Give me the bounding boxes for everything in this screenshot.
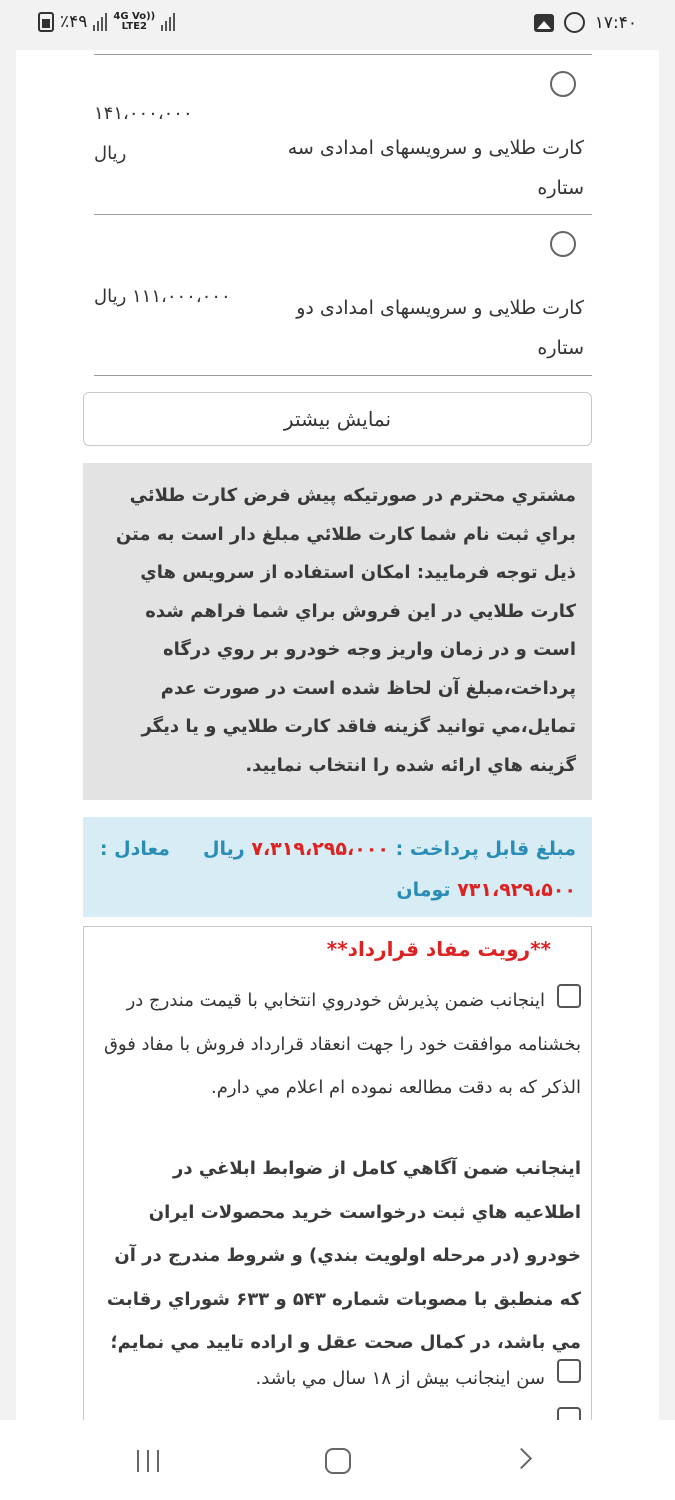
signal-icon bbox=[93, 13, 107, 31]
golden-card-notice: مشتري محترم در صورتيكه پيش فرض كارت طلائي براي ثبت نام شما كارت طلائي مبلغ دار است به متن ذيل توجه فرماييد: امكان استفاده از سرويس هاي كارت طلايي در اين فروش براي شما فراهم شده است و در زمان واريز وجه خودرو بر روي درگاه پرداخت،مبلغ آن لحاظ شده است در صورت عدم تمايل،مي توانيد گزينه فاقد كارت طلايي و يا ديگر گزينه هاي ارائه شده را انتخاب نماييد. bbox=[83, 463, 592, 800]
payment-equiv-label: معادل : bbox=[99, 838, 170, 860]
recents-icon[interactable] bbox=[137, 1450, 159, 1472]
next-term-checkbox[interactable] bbox=[557, 1407, 581, 1420]
battery-percent: ٪۴۹ bbox=[60, 12, 88, 32]
option-title: کارت طلایی و سرویسهای امدادی دو ستاره bbox=[296, 297, 584, 359]
golden-card-option-two-star[interactable] bbox=[94, 215, 592, 376]
network-top: 4G Vo)) bbox=[113, 11, 156, 22]
payment-amount: ۷،۳۱۹،۲۹۵،۰۰۰ bbox=[251, 838, 389, 860]
payment-toman-amount: ۷۳۱،۹۲۹،۵۰۰ bbox=[457, 879, 576, 901]
status-left bbox=[38, 12, 175, 32]
radio-three-star[interactable] bbox=[550, 71, 576, 97]
navigation-bar bbox=[0, 1420, 675, 1500]
network-bottom: LTE2 bbox=[121, 21, 147, 32]
age-checkbox[interactable] bbox=[557, 1359, 581, 1383]
payment-unit-toman: تومان bbox=[396, 879, 451, 901]
payment-unit-rial: ریال bbox=[203, 838, 245, 860]
back-icon[interactable] bbox=[511, 1448, 532, 1469]
option-price bbox=[94, 94, 193, 174]
battery-icon bbox=[38, 12, 54, 32]
radio-two-star[interactable] bbox=[550, 231, 576, 257]
clock: ۱۷:۴۰ bbox=[594, 12, 637, 33]
contract-terms-box bbox=[83, 926, 592, 1420]
home-icon[interactable] bbox=[325, 1448, 351, 1474]
gallery-icon bbox=[534, 14, 554, 32]
show-more-button[interactable]: نمایش بیشتر bbox=[83, 392, 592, 446]
accept-price-text: اينجانب ضمن پذيرش خودروي انتخابي با قيمت مندرج در بخشنامه موافقت خود را جهت انعقاد قرارداد فروش با مفاد فوق الذكر كه به دقت مطالعه نموده ام اعلام مي دارم. bbox=[103, 990, 581, 1098]
page-content bbox=[16, 50, 659, 1420]
golden-card-option-three-star[interactable] bbox=[94, 54, 592, 215]
option-price: ۱۱۱،۰۰۰،۰۰۰ ریال bbox=[94, 286, 231, 307]
price-unit: ریال bbox=[94, 143, 127, 164]
terms-declaration: اينجانب ضمن آگاهي كامل از ضوابط ابلاغي در اطلاعيه هاي ثبت درخواست خريد محصولات ايران خودرو (در مرحله اولويت بندي) و شروط مندرج در آن كه منطبق با مصوبات شماره ۵۴۳ و ۶۳۳ شوراي رقابت مي باشد، در كمال صحت عقل و اراده تاييد مي نمايم؛ bbox=[106, 1158, 581, 1353]
whatsapp-icon bbox=[564, 12, 585, 33]
status-right bbox=[534, 12, 637, 33]
signal-icon-2 bbox=[161, 13, 175, 31]
status-bar bbox=[0, 0, 675, 50]
option-title: کارت طلایی و سرویسهای امدادی سه ستاره bbox=[287, 137, 584, 199]
network-type bbox=[113, 12, 155, 32]
payment-label: مبلغ قابل پرداخت : bbox=[395, 838, 576, 860]
payment-box bbox=[83, 817, 592, 917]
terms-heading: **رویت مفاد قرارداد** bbox=[326, 937, 551, 961]
price-amount: ۱۴۱،۰۰۰،۰۰۰ bbox=[94, 103, 193, 124]
age-text: سن اينجانب بيش از ۱۸ سال مي باشد. bbox=[255, 1368, 545, 1389]
